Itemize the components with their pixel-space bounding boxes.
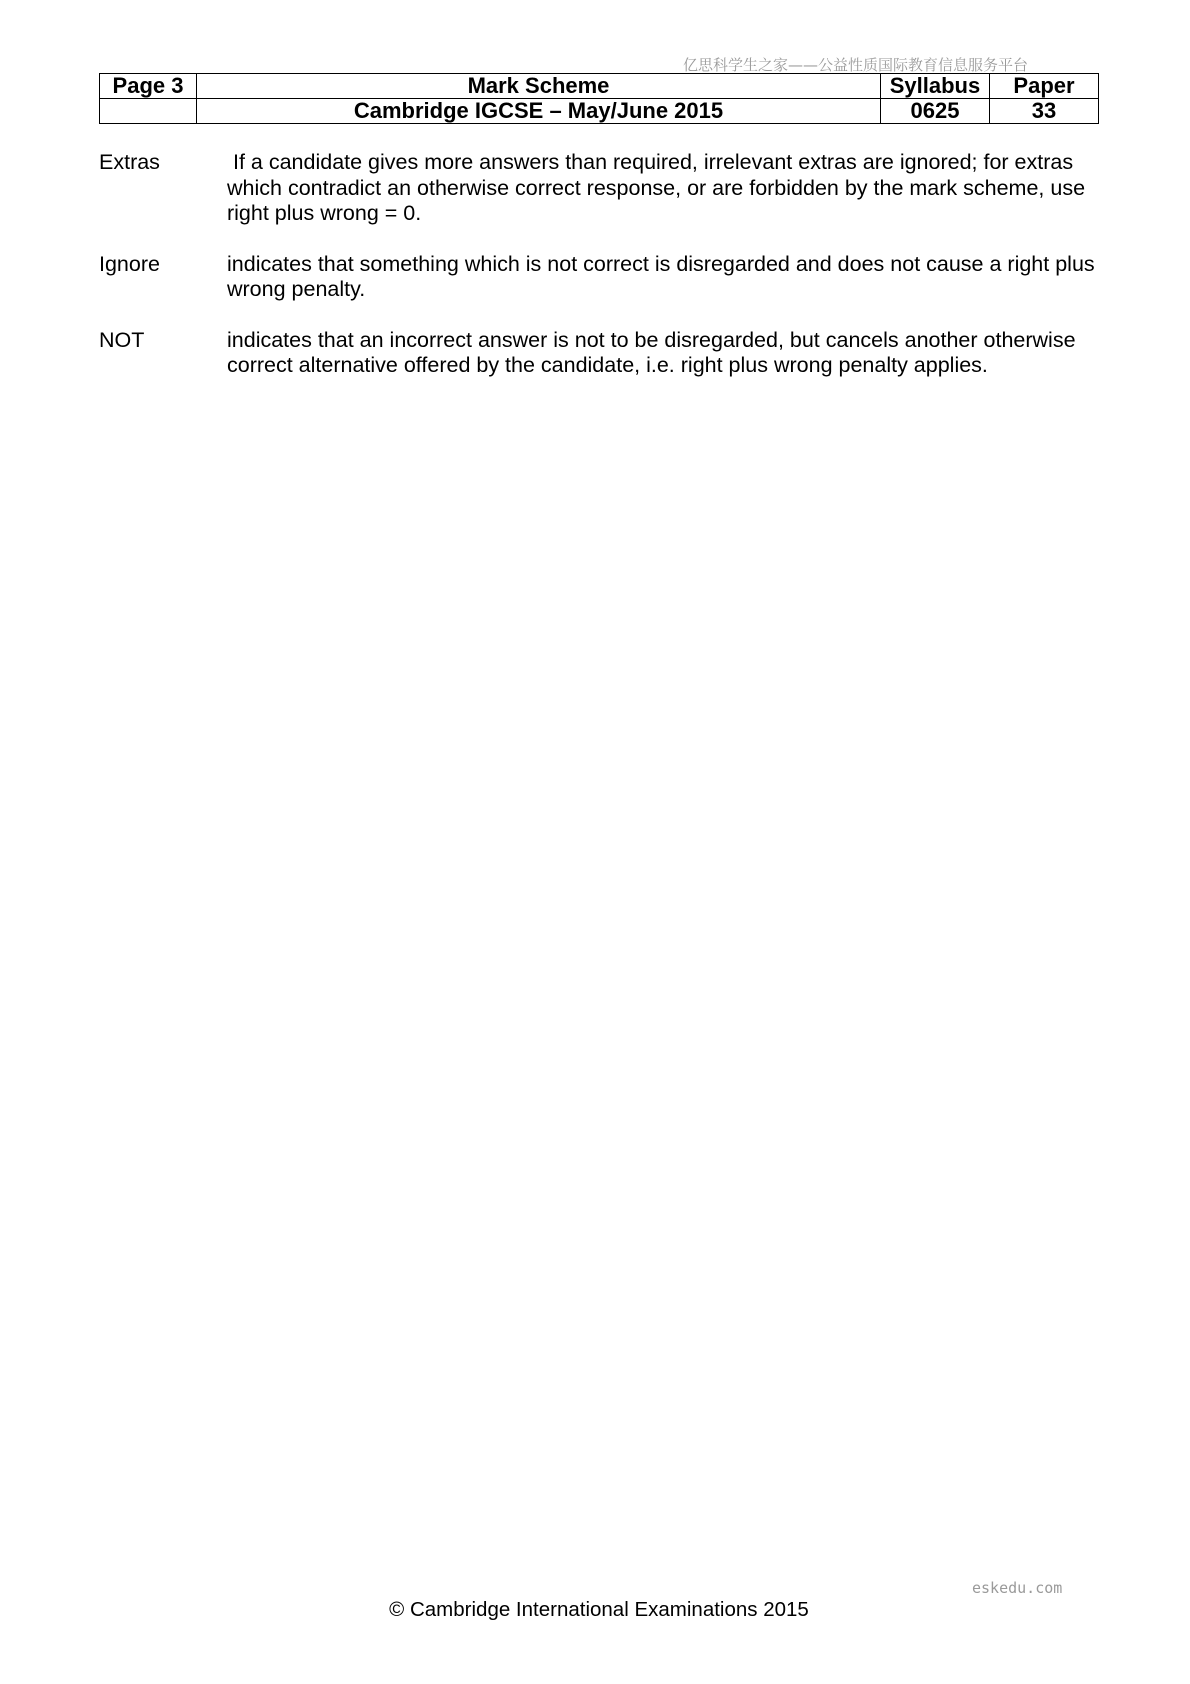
doc-title: Mark Scheme [197,74,881,99]
header-table [99,73,1099,124]
glossary-term: Extras [99,150,160,174]
header-row-2 [100,99,1099,124]
copyright-footer: © Cambridge International Examinations 2015 [389,1598,809,1621]
glossary-entries [99,150,1099,404]
syllabus-label: Syllabus [881,74,990,99]
watermark-bottom: eskedu.com [972,1579,1063,1597]
glossary-term: NOT [99,327,145,352]
page-label: Page 3 [100,74,197,99]
syllabus-code: 0625 [881,99,990,124]
glossary-definition: indicates that something which is not correct is disregarded and does not cause a right plus wrong penalty. [227,251,1095,301]
empty-cell [100,99,197,124]
glossary-entry-extras [99,150,1099,227]
glossary-definition: If a candidate gives more answers than required, irrelevant extras are ignored; for extras which contradict an otherwise correct response, or are forbidden by the mark scheme, use right plus wrong = 0. [227,150,1092,225]
glossary-entry-ignore [99,252,1099,303]
glossary-definition: indicates that an incorrect answer is not to be disregarded, but cancels another otherwise correct alternative offered by the candidate, i.e. right plus wrong penalty applies. [227,327,1076,377]
watermark-top: 亿思科学生之家——公益性质国际教育信息服务平台 [683,56,1029,74]
glossary-term: Ignore [99,251,160,276]
glossary-entry-not [99,328,1099,379]
paper-number: 33 [990,99,1099,124]
paper-label: Paper [990,74,1099,99]
header-row-1 [100,74,1099,99]
exam-name: Cambridge IGCSE – May/June 2015 [197,99,881,124]
